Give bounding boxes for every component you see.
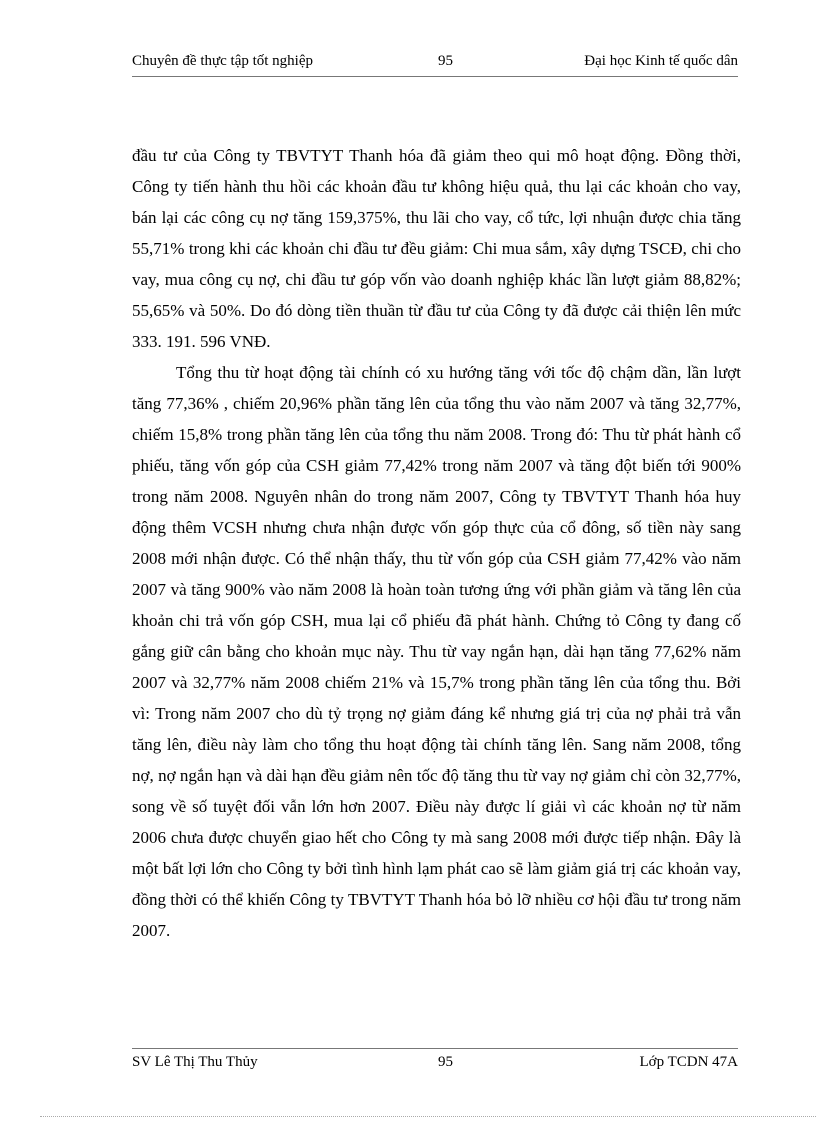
document-body (132, 140, 741, 946)
page-header (132, 53, 738, 73)
page-edge-line (40, 1116, 816, 1117)
header-title: Chuyên đề thực tập tốt nghiệp (132, 53, 314, 69)
page-footer (132, 1054, 738, 1074)
header-divider (132, 76, 738, 77)
paragraph-financial-activities: Tổng thu từ hoạt động tài chính có xu hướng tăng với tốc độ chậm dần, lần lượt tăng 77,36% , chiếm 20,96% phần tăng lên của tổng thu vào năm 2007 và tăng 32,77%, chiếm 15,8% trong phần tăng lên của tổng thu năm 2008. Trong đó: Thu từ phát hành cổ phiếu, tăng vốn góp của CSH giảm 77,42% trong năm 2007 và tăng đột biến tới 900% trong năm 2008. Nguyên nhân do trong năm 2007, Công ty TBVTYT Thanh hóa huy động thêm VCSH nhưng chưa nhận được vốn góp thực của cổ đông, số tiền này sang 2008 mới nhận được. Có thể nhận thấy, thu từ vốn góp của CSH giảm 77,42% vào năm 2007 và tăng 900% vào năm 2008 là hoàn toàn tương ứng với phần giảm và tăng lên của khoản chi trả vốn góp CSH, mua lại cổ phiếu đã phát hành. Chứng tỏ Công ty đang cố gắng giữ cân bằng cho khoản mục này. Thu từ vay ngắn hạn, dài hạn tăng 77,62% năm 2007 và 32,77% năm 2008 chiếm 21% và 15,7% trong phần tăng lên của tổng thu. Bởi vì: Trong năm 2007 cho dù tỷ trọng nợ giảm đáng kể nhưng giá trị của nợ phải trả vẫn tăng lên, điều này làm cho tổng thu hoạt động tài chính tăng lên. Sang năm 2008, tổng nợ, nợ ngắn hạn và dài hạn đều giảm nên tốc độ tăng thu từ vay nợ giảm chỉ còn 32,77%, song về số tuyệt đối vẫn lớn hơn 2007. Điều này được lí giải vì các khoản nợ từ năm 2006 chưa được chuyển giao hết cho Công ty mà sang 2008 mới được tiếp nhận. Đây là một bất lợi lớn cho Công ty bởi tình hình lạm phát cao sẽ làm giảm giá trị các khoản vay, đồng thời có thể khiến Công ty TBVTYT Thanh hóa bỏ lỡ nhiều cơ hội đầu tư trong năm 2007. (132, 363, 741, 940)
header-page-number: 95 (438, 53, 453, 69)
paragraph-investment: đầu tư của Công ty TBVTYT Thanh hóa đã giảm theo qui mô hoạt động. Đồng thời, Công ty tiến hành thu hồi các khoản đầu tư không hiệu quả, thu lại các khoản cho vay, bán lại các công cụ nợ tăng 159,375%, thu lãi cho vay, cổ tức, lợi nhuận được chia tăng 55,71% trong khi các khoản chi đầu tư đều giảm: Chi mua sắm, xây dựng TSCĐ, chi cho vay, mua công cụ nợ, chi đầu tư góp vốn vào doanh nghiệp khác lần lượt giảm 88,82%; 55,65% và 50%. Do đó dòng tiền thuần từ đầu tư của Công ty đã được cải thiện lên mức 333. 191. 596 VNĐ. (132, 146, 741, 351)
footer-page-number: 95 (438, 1054, 453, 1070)
footer-class: Lớp TCDN 47A (639, 1054, 738, 1070)
footer-student: SV Lê Thị Thu Thủy (132, 1054, 258, 1070)
header-university: Đại học Kinh tế quốc dân (584, 53, 738, 69)
footer-divider (132, 1048, 738, 1049)
